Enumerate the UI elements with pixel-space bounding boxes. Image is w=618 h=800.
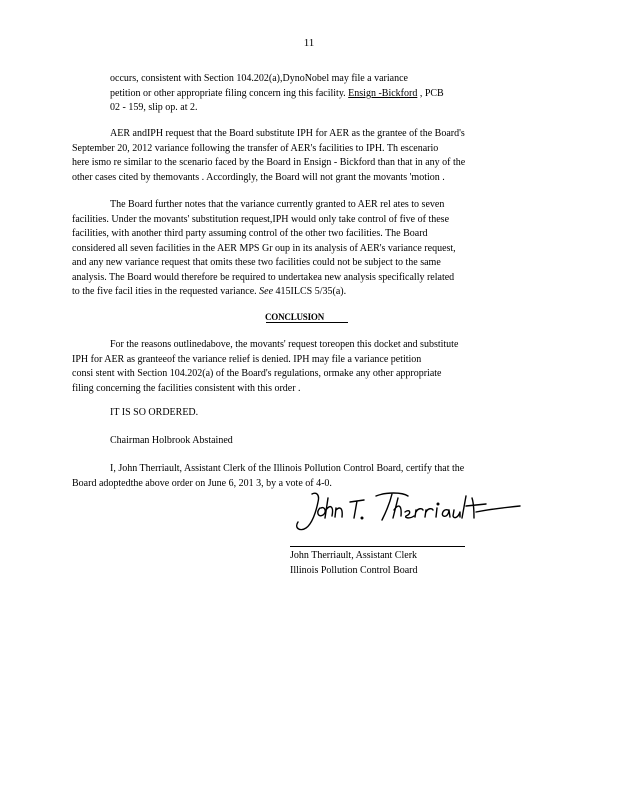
paragraph-conclusion	[72, 338, 540, 396]
text-line: Board adoptedthe above order on June 6, 201 3, by a vote of 4-0.	[72, 477, 332, 489]
text-line	[72, 87, 540, 102]
text-line: consi stent with Section 104.202(a) of the Board's regulations, ormake any other appropriate	[72, 368, 442, 379]
conclusion-heading: CONCLUSION	[265, 312, 325, 322]
text-line: September 20, 2012 variance following the transfer of AER's facilities to IPH. Th escenario	[72, 142, 439, 154]
text-span: to the five facil ities in the requested variance.	[72, 286, 260, 297]
signature-line	[290, 546, 465, 547]
text-line: IT IS SO ORDERED.	[110, 407, 199, 418]
paragraph-dynonobel	[72, 72, 540, 116]
so-ordered	[72, 406, 540, 421]
text-line: AER andIPH request that the Board substitute IPH for AER as the grantee of the Board's	[110, 128, 465, 139]
text-line: Chairman Holbrook Abstained	[110, 435, 233, 446]
text-line: and any new variance request that omits these two facilities could not be subject to the same	[72, 257, 441, 268]
text-span: , PCB	[417, 87, 444, 99]
heading-underline	[266, 322, 348, 323]
text-line: here ismo re similar to the scenario faced by the Board in Ensign - Bickford than that in any of the	[72, 157, 466, 168]
text-line: I, John Therriault, Assistant Clerk of the Illinois Pollution Control Board, certify that the	[110, 463, 465, 474]
text-line	[72, 285, 540, 300]
paragraph-certification	[72, 462, 540, 491]
text-line: facilities, with another third party assuming control of the other two facilities. The Board	[72, 228, 428, 239]
text-span: petition or other appropriate filing concern ing this facility.	[110, 87, 349, 99]
paragraph-aer-iph-request	[72, 127, 540, 185]
text-line: For the reasons outlinedabove, the movants' request toreopen this docket and substitute	[110, 339, 459, 350]
signatory-block	[290, 549, 418, 578]
text-line: analysis. The Board would therefore be required to undertakea new analysis specifically related	[72, 271, 455, 283]
text-line: other cases cited by themovants . Accordingly, the Board will not grant the movants 'motion .	[72, 171, 445, 183]
signatory-name: John Therriault, Assistant Clerk	[290, 550, 418, 561]
handwritten-signature	[290, 488, 530, 538]
text-line: IPH for AER as granteeof the variance relief is denied. IPH may file a variance petition	[72, 353, 422, 365]
paragraph-seven-facilities	[72, 198, 540, 300]
text-line: facilities. Under the movants' substitution request,IPH would only take control of five of these	[72, 213, 450, 225]
abstained-note	[72, 434, 540, 449]
case-citation: Ensign -Bickford	[348, 87, 418, 99]
text-line: considered all seven facilities in the AER MPS Gr oup in its analysis of AER's variance request,	[72, 242, 456, 254]
text-span: 415ILCS 5/35(a).	[273, 286, 347, 297]
text-line: occurs, consistent with Section 104.202(a),DynoNobel may file a variance	[110, 73, 408, 84]
signatory-organization: Illinois Pollution Control Board	[290, 564, 418, 576]
page-number: 11	[303, 37, 315, 49]
see-signal: See	[259, 286, 274, 297]
text-line: The Board further notes that the variance currently granted to AER rel ates to seven	[110, 199, 445, 210]
text-line: 02 - 159, slip op. at 2.	[110, 102, 198, 113]
text-line: filing concerning the facilities consistent with this order .	[72, 382, 301, 394]
